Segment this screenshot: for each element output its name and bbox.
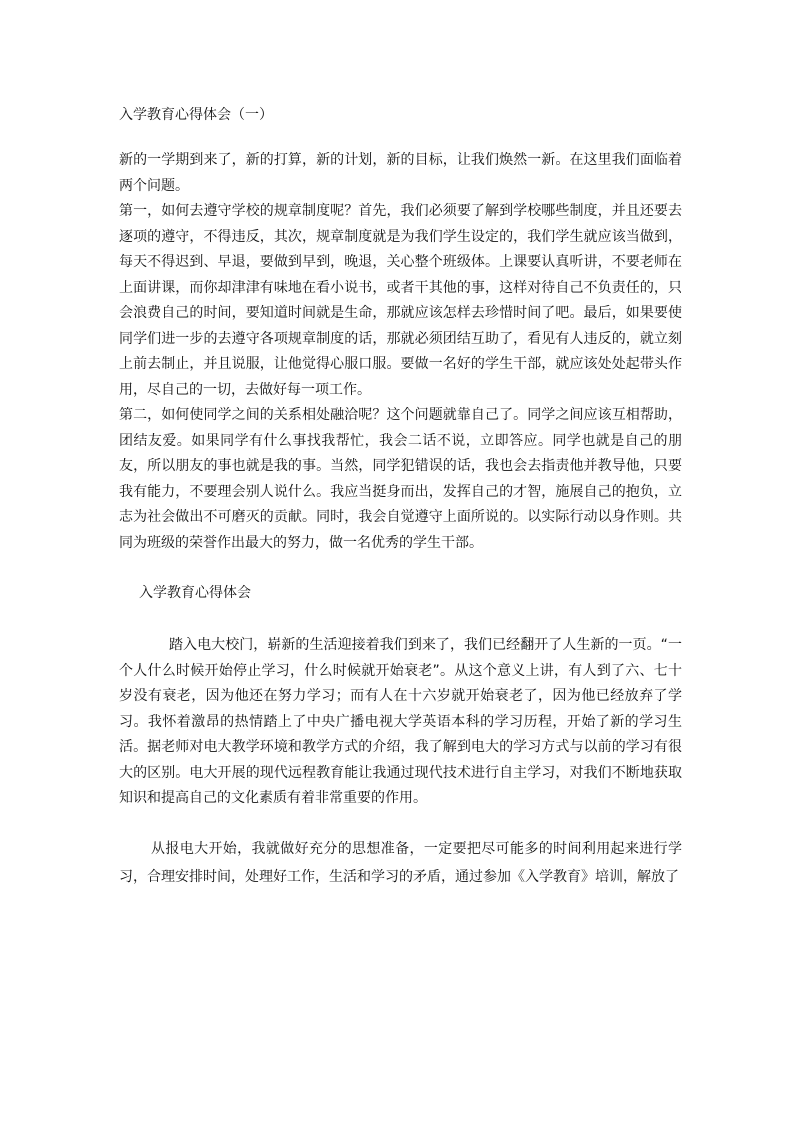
section-title-2: 入学教育心得体会 — [139, 585, 251, 601]
section-2-paragraph-1: 踏入电大校门，崭新的生活迎接着我们到来了，我们已经翻开了人生新的一页。“一个人什么时候开始停止学习，什么时候就开始衰老”。从这个意义上讲，有人到了六、七十岁没有衰老，因为他还在努力学习；而有人在十六岁就开始衰老了，因为他已经放弃了学习。我怀着激昂的热情踏上了中央广播电视大学英语本科的学习历程，开始了新的学习生活。据老师对电大教学环境和教学方式的介绍，我了解到电大的学习方式与以前的学习有很大的区别。电大开展的现代远程教育能让我通过现代技术进行自主学习，对我们不断地获取知识和提高自己的文化素质有着非常重要的作用。 — [119, 637, 682, 806]
section-2-paragraph-2: 从报电大开始，我就做好充分的思想准备，一定要把尽可能多的时间利用起来进行学习，合理安排时间，处理好工作，生活和学习的矛盾，通过参加《入学教育》培训，解放了 — [119, 840, 682, 885]
section-1-body — [119, 148, 682, 556]
section-1-paragraph-2: 第一，如何去遵守学校的规章制度呢？首先，我们必须要了解到学校哪些制度，并且还要去逐项的遵守，不得违反，其次，规章制度就是为我们学生设定的，我们学生就应该当做到，每天不得迟到、早退，要做到早到，晚退，关心整个班级体。上课要认真听讲，不要老师在上面讲课，而你却津津有味地在看小说书，或者干其他的事，这样对待自己不负责任的，只会浪费自己的时间，要知道时间就是生命，那就应该怎样去珍惜时间了吧。最后，如果要使同学们进一步的去遵守各项规章制度的话，那就必须团结互助了，看见有人违反的，就立刻上前去制止，并且说服，让他觉得心服口服。要做一名好的学生干部，就应该处处起带头作用，尽自己的一切，去做好每一项工作。 — [119, 203, 682, 398]
section-2-body — [119, 633, 682, 891]
section-1-paragraph-3: 第二，如何使同学之间的关系相处融洽呢？这个问题就靠自己了。同学之间应该互相帮助，团结友爱。如果同学有什么事找我帮忙，我会二话不说，立即答应。同学也就是自己的朋友，所以朋友的事也就是我的事。当然，同学犯错误的话，我也会去指责他并教导他，只要我有能力，不要理会别人说什么。我应当挺身而出，发挥自己的才智，施展自己的抱负，立志为社会做出不可磨灭的贡献。同时，我会自觉遵守上面所说的。以实际行动以身作则。共同为班级的荣誉作出最大的努力，做一名优秀的学生干部。 — [119, 407, 682, 551]
document-body — [119, 101, 682, 891]
section-title-1: 入学教育心得体会（一） — [119, 107, 273, 123]
section-1-paragraph-1: 新的一学期到来了，新的打算，新的计划，新的目标，让我们焕然一新。在这里我们面临着两个问题。 — [119, 152, 682, 194]
